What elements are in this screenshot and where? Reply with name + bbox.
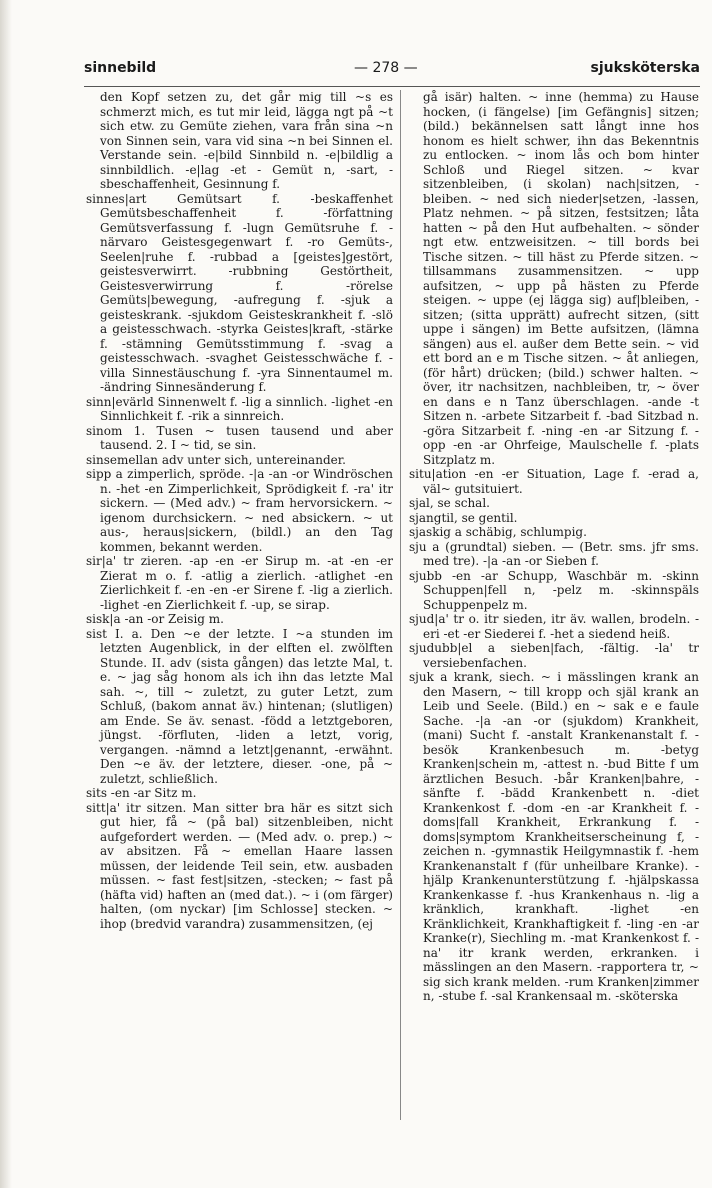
entry-sjuk: sjuk a krank, siech. ~ i mässlingen krank an den Masern, ~ till kropp och själ krank an Leib und Seele. (Bild.) en ~ sak e e faule Sache. -|a -an -or (sjukdom) Krankheit, (mani) Sucht f. -anstalt Krankenanstalt f. -besök Krankenbesuch m. -betyg Kranken|schein m, -attest n. -bud Bitte f um ärztlichen Besuch. -bår Kranken|bahre, -sänfte f. -bädd Krankenbett n. -diet Krankenkost f. -dom -en -ar Krankheit f. -doms|fall Krankheit, Erkrankung f. -doms|symptom Krankheitserscheinung f, -zeichen n. -gymnastik Heilgymnastik f. -hem Krankenanstalt f (für unheilbare Kranke). -hjälp Krankenunterstützung f. -hjälpskassa Krankenkasse f. -hus Krankenhaus n. -lig a kränklich, krankhaft. -lighet -en Kränklichkeit, Krankhaftigkeit f. -ling -en -ar Kranke(r), Siechling m. -mat Krankenkost f. -na' itr krank werden, erkranken. i mässlingen an den Masern. -rapportera tr, ~ sig sich krank melden. -rum Kranken|zimmer n, -stube f. -sal Krankensaal m. -sköterska bbox=[409, 670, 699, 1003]
entry-sira: sir|a' tr zieren. -ap -en -er Sirup m. -at -en -er Zierat m o. f. -atlig a zierlich. -atlighet -en Zierlichkeit f. -en -en -er Sirene f. -lig a zierlich. -lighet -en Zierlichkeit f. -up, se sirap. bbox=[86, 554, 393, 612]
entry-sju: sju a (grundtal) sieben. — (Betr. sms. jfr sms. med tre). -|a -an -or Sieben f. bbox=[409, 539, 699, 568]
entry-sist: sist I. a. Den ~e der letzte. I ~a stunden im letzten Augenblick, in der elften el. zwölften Stunde. II. adv (sista gången) das letzte Mal, t. e. ~ jag såg honom als ich ihn das letzte Mal sah. ~, till ~ zuletzt, zu guter Letzt, zum Schluß, (bakom annat äv.) hintenan; (slutligen) am Ende. Se äv. senast. -född a letztgeboren, jüngst. -förfluten, -liden a letzt, vorig, vergangen. -nämnd a letzt|genannt, -erwähnt. Den ~e äv. der letztere, dieser. -one, på ~ zuletzt, schließlich. bbox=[86, 626, 393, 786]
entry-sjangtil: sjangtil, se gentil. bbox=[409, 510, 518, 525]
entry-sjal: sjal, se schal. bbox=[409, 496, 490, 510]
entry-continued: den Kopf setzen zu, det går mig till ~s es schmerzt mich, es tut mir leid, lägga ngt på ~t sich etw. zu Gemüte ziehen, vara från sina ~n von Sinnen sein, vara vid sina ~n bei Sinnen el. Verstande sein. -e|bild Sinnbild n. -e|bildlig a sinnbildlich. -e|lag -et - Gemüt n, -sart, -sbeschaffenheit, Gesinnung f. bbox=[100, 90, 393, 191]
entry-sinom: sinom 1. Tusen ~ tusen tausend und aber tausend. 2. I ~ tid, se sin. bbox=[86, 423, 393, 452]
entry-situation: situ|ation -en -er Situation, Lage f. -erad a, väl~ gutsituiert. bbox=[409, 467, 699, 496]
page-number: — 278 — bbox=[354, 60, 418, 76]
entry-sjaskig: sjaskig a schäbig, schlumpig. bbox=[409, 525, 587, 539]
header-rule bbox=[84, 86, 700, 87]
entry-sits: sits -en -ar Sitz m. bbox=[86, 786, 197, 800]
entry-siska: sisk|a -an -or Zeisig m. bbox=[86, 612, 224, 626]
entry-sjuda: sjud|a' tr o. itr sieden, itr äv. wallen, brodeln. -eri -et -er Siederei f. -het a siedend heiß. bbox=[409, 612, 699, 641]
entry-sitta: sitt|a' itr sitzen. Man sitter bra här es sitzt sich gut hier, få ~ (på bal) sitzenbleiben, nicht aufgefordert werden. — (Med adv. o. prep.) ~ av absitzen. Få ~ emellan Haare lassen müssen, der leidende Teil sein, etw. ausbaden müssen. ~ fast fest|sitzen, -stecken; ~ fast på (häfta vid) haften an (med dat.). ~ i (om färger) halten, (om nyckar) [im Schlosse] stecken. ~ ihop (bredvid varandra) zusammensitzen, (ej bbox=[86, 800, 393, 931]
entry-sjubb: sjubb -en -ar Schupp, Waschbär m. -skinn Schuppen|fell n, -pelz m. -skinnspäls Schuppenpelz m. bbox=[409, 568, 699, 612]
entry-sjudubbel: sjudubb|el a sieben|fach, -fältig. -la' tr versiebenfachen. bbox=[409, 641, 699, 670]
entry-sitta-continued: gå isär) halten. ~ inne (hemma) zu Hause hocken, (i fängelse) [im Gefängnis] sitzen; (bild.) bekännelsen satt långt inne hos honom es hielt schwer, ihn das Bekenntnis zu entlocken. ~ inom lås och bom hinter Schloß und Riegel sitzen. ~ kvar sitzenbleiben, (i skolan) nach|sitzen, -bleiben. ~ ned sich nieder|setzen, -lassen, Platz nehmen. ~ på sitzen, festsitzen; låta hatten ~ på den Hut aufbehalten. ~ sönder ngt etw. entzweisitzen. ~ till bords bei Tische sitzen. ~ till häst zu Pferde sitzen. ~ tillsammans zusammensitzen. ~ upp aufsitzen, ~ upp på hästen zu Pferde steigen. ~ uppe (ej lägga sig) auf|bleiben, -sitzen; (sitta upprätt) aufrecht sitzen, (sitt uppe i sängen) im Bette aufsitzen, (lämna sängen) aus el. außer dem Bette sein. ~ vid ett bord an e m Tische sitzen. ~ åt anliegen, (för hårt) drücken; (bild.) schwer halten. ~ över, itr nachsitzen, nachbleiben, tr, ~ över en dans e n Tanz überschlagen. -ande -t Sitzen n. -arbete Sitzarbeit f. -bad Sitzbad n. -göra Sitzarbeit f. -ning -en -ar Sitzung f. -opp -en -ar Ohrfeige, Maulschelle f. -plats Sitzplatz m. bbox=[423, 90, 699, 467]
page-header bbox=[84, 56, 700, 82]
right-column bbox=[409, 90, 699, 1130]
entry-sipp: sipp a zimperlich, spröde. -|a -an -or Windröschen n. -het -en Zimperlichkeit, Sprödigkeit f. -ra' itr sickern. — (Med adv.) ~ fram hervorsickern. ~ igenom durchsickern. ~ ned absickern. ~ ut aus-, heraus|sickern, (bildl.) an den Tag kommen, bekannt werden. bbox=[86, 467, 393, 554]
guide-word-left: sinnebild bbox=[84, 60, 157, 76]
page-edge-shadow bbox=[0, 0, 12, 1188]
column-divider bbox=[400, 90, 401, 1120]
entry-sinsemellan: sinsemellan adv unter sich, untereinander. bbox=[86, 452, 346, 467]
entry-sinnesart: sinnes|art Gemütsart f. -beskaffenhet Gemütsbeschaffenheit f. -författning Gemütsverfassung f. -lugn Gemütsruhe f. -närvaro Geistesgegenwart f. -ro Gemüts-, Seelen|ruhe f. -rubbad a [geistes]gestört, geistesverwirrt. -rubbning Gestörtheit, Geistesverwirrung f. -rörelse Gemüts|bewegung, -aufregung f. -sjuk a geisteskrank. -sjukdom Geisteskrankheit f. -slö a geistesschwach. -styrka Geistes|kraft, -stärke f. -stämning Gemütsstimmung f. -svag a geistesschwach. -svaghet Geistesschwäche f. -villa Sinnestäuschung f. -yra Sinnentaumel m. -ändring Sinnesänderung f. bbox=[86, 191, 393, 394]
left-column bbox=[86, 90, 393, 1130]
guide-word-right: sjuksköterska bbox=[590, 60, 700, 76]
entry-sinnevarld: sinn|evärld Sinnenwelt f. -lig a sinnlich. -lighet -en Sinnlichkeit f. -rik a sinnreich. bbox=[86, 394, 393, 423]
